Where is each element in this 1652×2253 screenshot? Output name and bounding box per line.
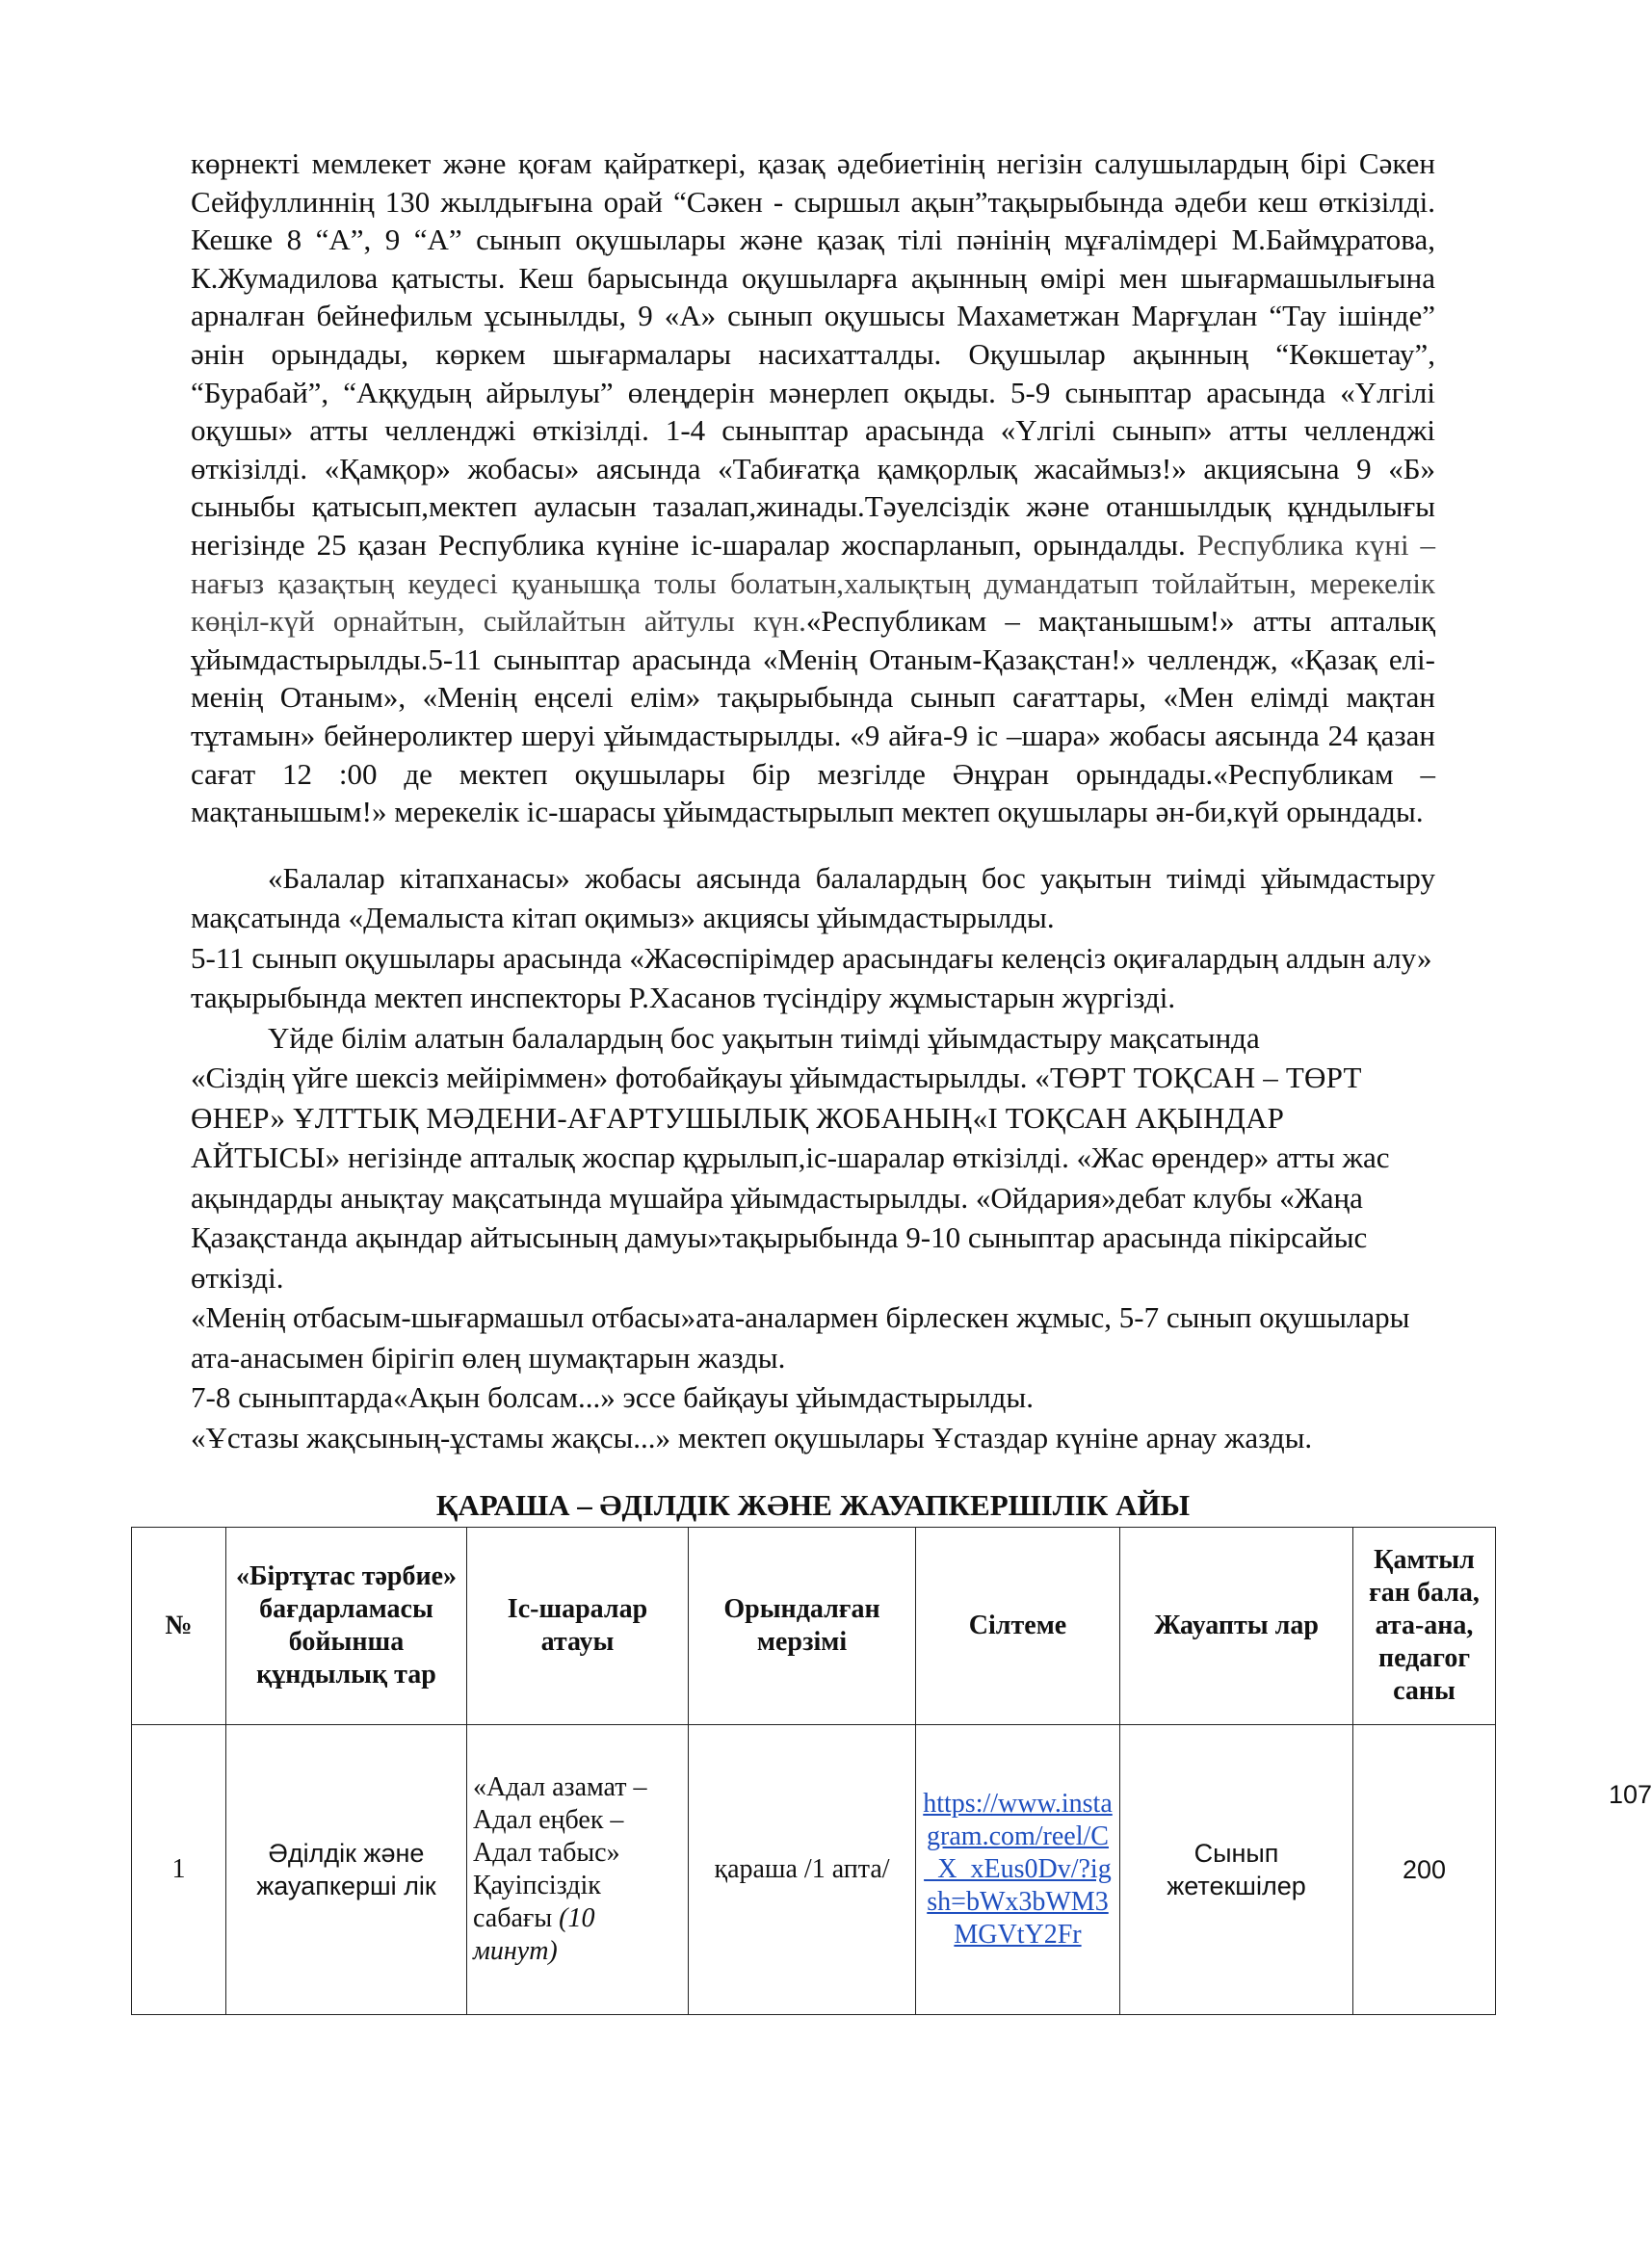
header-responsible: Жауапты лар <box>1120 1528 1353 1725</box>
instagram-link[interactable]: https://www.instagram.com/reel/C_X_xEus0Dv/?igsh=bWx3bWM3MGVtY2Fr <box>923 1789 1113 1951</box>
cell-responsible: Сынып жетекшілер <box>1120 1725 1353 2015</box>
body-paragraph: 5-11 сынып оқушылары арасында «Жасөспірімдер арасындағы келеңсіз оқиғалардың алдын алу» тақырыбында мектеп инспекторы Р.Хасанов түсіндіру жұмыстарын жүргізді. <box>191 940 1432 1015</box>
document-page <box>165 144 1652 2015</box>
events-table <box>131 1527 1496 2015</box>
page-number: 107 <box>1609 1780 1652 1809</box>
header-date: Орындалған мерзімі <box>689 1528 916 1725</box>
cell-values: Әділдік және жауапкерші лік <box>226 1725 467 2015</box>
section-title: ҚАРАША – ӘДІЛДІК ЖӘНЕ ЖАУАПКЕРШІЛІК АЙЫ <box>435 1488 1191 1523</box>
cell-event <box>467 1725 689 2015</box>
header-covered: Қамтыл ған бала, ата-ана, педагог саны <box>1353 1528 1496 1725</box>
body-paragraph <box>191 144 1435 831</box>
event-duration: (10 минут) <box>473 1903 595 1967</box>
header-event: Іс-шаралар атауы <box>467 1528 689 1725</box>
cell-covered: 200 <box>1353 1725 1496 2015</box>
body-paragraph: 7-8 сыныптарда«Ақын болсам...» эссе байқауы ұйымдастырылды. <box>191 1380 1034 1415</box>
header-number: № <box>132 1528 226 1725</box>
cell-link <box>916 1725 1120 2015</box>
table-header-row <box>132 1528 1496 1725</box>
table-row <box>132 1725 1496 2015</box>
project-title: «ТӨРТ ТОҚСАН – ТӨРТ ӨНЕР» ҰЛТТЫҚ МӘДЕНИ-АҒАРТУШЫЛЫҚ ЖОБАНЫҢ«І ТОҚСАН АҚЫНДАР АЙТЫСЫ» <box>191 1061 1362 1175</box>
body-paragraph: «Балалар кітапханасы» жобасы аясында балалардың бос уақытын тиімді ұйымдастыру мақсатында «Демалыста кітап оқимыз» акциясы ұйымдастырылды. <box>191 860 1435 935</box>
body-paragraph: «Менің отбасым-шығармашыл отбасы»ата-аналармен бірлескен жұмыс, 5-7 сынып оқушылары ата-анасымен бірігіп өлең шумақтарын жазды. <box>191 1300 1410 1375</box>
cell-date: қараша /1 апта/ <box>689 1725 916 2015</box>
body-paragraph: Үйде білім алатын балалардың бос уақытын тиімді ұйымдастыру мақсатында <box>268 1020 1260 1055</box>
paragraph-text: негізінде апталық жоспар құрылып,іс-шаралар өткізілді. «Жас өрендер» атты жас ақындарды анықтау мақсатында мүшайра ұйымдастырылды. «Ойдария»дебат клубы «Жаңа Қазақстанда ақындар айтысының дамуы»тақырыбында 9-10 сыныптар арасында пікірсайыс өткізді. <box>191 1140 1390 1295</box>
body-paragraph <box>191 1058 1435 1297</box>
event-name: «Адал азамат – Адал еңбек – Адал табыс» Қауіпсіздік сабағы <box>473 1772 647 1934</box>
paragraph-text: көрнекті мемлекет және қоғам қайраткері, қазақ әдебиетінің негізін салушылардың бірі Сәкен Сейфуллиннің 130 жылдығына орай “Сәкен - сыршыл ақын”тақырыбында әдеби кеш өткізілді. Кешке 8 “А”, 9 “А” сынып оқушылары және қазақ тілі пәнінің мұғалімдері М.Баймұратова, К.Жумадилова қатысты. Кеш барысында оқушыларға ақынның өмірі мен шығармашылығына арналған бейнефильм ұсынылды, 9 «А» сынып оқушысы Махаметжан Марғұлан “Тау ішінде” әнін орындады, көркем шығармалары насихатталды. Оқушылар ақынның “Көкшетау”, “Бурабай”, “Аққудың айрылуы” өлеңдерін мәнерлеп оқыды. 5-9 сыныптар арасында «Үлгілі оқушы» атты челленджі өткізілді. 1-4 сыныптар арасында «Үлгілі сынып» атты челленджі өткізілді. «Қамқор» жобасы» аясында «Табиғатқа қамқорлық жасаймыз!» акциясына 9 «Б» сыныбы қатысып,мектеп ауласын тазалап,жинады.Тәуелсіздік және отаншылдық құндылығы негізінде 25 қазан Республика күніне іс-шаралар жоспарланып, орындалды. <box>191 146 1435 562</box>
header-link: Сілтеме <box>916 1528 1120 1725</box>
cell-number: 1 <box>132 1725 226 2015</box>
paragraph-text: «Республикам – мақтанышым!» атты апталық ұйымдастырылды.5-11 сыныптар арасында «Менің Отаным-Қазақстан!» челлендж, «Қазақ елі-менің Отаным», «Менің еңселі елім» тақырыбында сынып сағаттары, «Мен елімді мақтан тұтамын» бейнероликтер шеруі ұйымдастырылды. «9 айға-9 іс –шара» жобасы аясында 24 қазан сағат 12 :00 де мектеп оқушылары бір мезгілде Әнұран орындады.«Республикам – мақтанышым!» мерекелік іс-шарасы ұйымдастырылып мектеп оқушылары ән-би,күй орындады. <box>191 604 1435 829</box>
header-values: «Біртұтас тәрбие» бағдарламасы бойынша құндылық тар <box>226 1528 467 1725</box>
body-paragraph: «Ұстазы жақсының-ұстамы жақсы...» мектеп оқушылары Ұстаздар күніне арнау жазды. <box>191 1420 1313 1454</box>
paragraph-text-highlight: Республика күні –нағыз қазақтың кеудесі қуанышқа толы болатын,халықтың думандатып тойлайтын, мерекелік көңіл-күй орнайтын, сыйлайтын айтулы күн. <box>191 527 1435 639</box>
paragraph-gap <box>191 831 1435 858</box>
paragraph-text: «Сіздің үйге шексіз мейіріммен» фотобайқауы ұйымдастырылды. <box>191 1061 1036 1095</box>
